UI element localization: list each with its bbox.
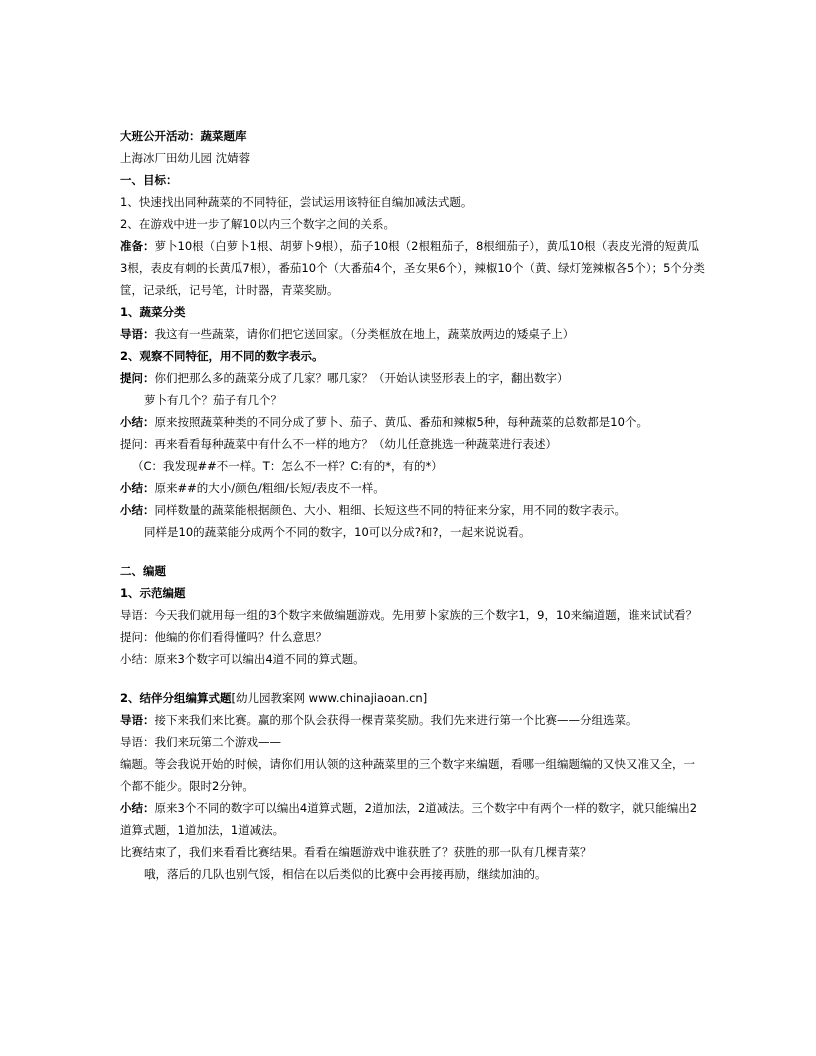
question-text: 你们把那么多的蔬菜分成了几家？哪几家？（开始认读竖形表上的字，翻出数字） [154,371,569,385]
part-2-section-2-intro-2: 导语：我们来玩第二个游戏—— [120,735,281,749]
part-2-section-1-summary: 小结：原来3个数字可以编出4道不同的算式题。 [120,652,365,666]
intro-text: 我这有一些蔬菜，请你们把它送回家。（分类框放在地上，蔬菜放两边的矮桌子上） [154,327,575,341]
source-note: [幼儿园教案网 www.chinajiaoan.cn] [231,691,428,705]
goal-item-2: 2、在游戏中进一步了解10以内三个数字之间的关系。 [120,217,395,231]
part-2-section-2-heading-line [120,687,705,709]
section-2-question-2: 提问：再来看看每种蔬菜中有什么不一样的地方？（幼儿任意挑选一种蔬菜进行表述） [120,437,557,451]
part-2-section-2-heading: 2、结伴分组编算式题 [120,691,232,705]
summary-label: 小结： [120,503,155,517]
document-page [120,125,705,885]
goal-item-1: 1、快速找出同种蔬菜的不同特征，尝试运用该特征自编加减法式题。 [120,195,473,209]
preparation-label: 准备： [120,239,155,253]
part-2-section-1-heading: 1、示范编题 [120,586,186,600]
section-2-summary-followup: 同样是10的蔬菜能分成两个不同的数字，10可以分成?和?，一起来说说看。 [144,525,531,539]
summary-label: 小结： [120,801,155,815]
part-2-section-2-ending-followup: 哦，落后的几队也别气馁，相信在以后类似的比赛中会再接再励，继续加油的。 [144,867,547,881]
part-2-heading: 二、编题 [120,564,166,578]
summary-text: 同样数量的蔬菜能根据颜色、大小、粗细、长短这些不同的特征来分家，用不同的数字表示。 [154,503,626,517]
section-1-heading: 1、蔬菜分类 [120,305,186,319]
section-2-heading: 2、观察不同特征，用不同的数字表示。 [120,349,324,363]
summary-label: 小结： [120,415,155,429]
part-2-section-2-summary [120,797,705,841]
question-label: 提问： [120,371,155,385]
preparation-paragraph [120,235,705,301]
summary-text: 原来##的大小/颜色/粗细/长短/表皮不一样。 [154,481,385,495]
section-2-dialog: （C：我发现##不一样。T：怎么不一样？C:有的*，有的*） [132,459,443,473]
intro-label: 导语： [120,327,155,341]
part-2-section-2-task: 编题。等会我说开始的时候，请你们用认领的这种蔬菜里的三个数字来编题，看哪一组编题编的又快又准又全，一个都不能少。限时2分钟。 [120,757,695,793]
spacer [120,543,705,560]
part-2-section-1-intro: 导语：今天我们就用每一组的3个数字来做编题游戏。先用萝卜家族的三个数字1，9，10来编道题，谁来试试看？ [120,608,698,622]
part-2-section-2-intro [120,709,705,731]
spacer [120,670,705,687]
summary-text: 原来3个不同的数字可以编出4道算式题，2道加法，2道减法。三个数字中有两个一样的数字，就只能编出2道算式题，1道加法，1道减法。 [120,801,698,837]
intro-text: 接下来我们来比赛。赢的那个队会获得一棵青菜奖励。我们先来进行第一个比赛——分组选菜。 [154,713,638,727]
goal-heading: 一、目标： [120,173,178,187]
section-2-summary-1 [120,411,705,433]
document-title: 大班公开活动：蔬菜题库 [120,129,247,143]
author-line: 上海冰厂田幼儿园 沈婧蓉 [120,151,251,165]
section-2-summary-3 [120,499,705,521]
section-2-question-followup: 萝卜有几个？茄子有几个？ [144,393,282,407]
section-2-summary-2 [120,477,705,499]
summary-label: 小结： [120,481,155,495]
summary-text: 原来按照蔬菜种类的不同分成了萝卜、茄子、黄瓜、番茄和辣椒5种，每种蔬菜的总数都是10个。 [154,415,648,429]
preparation-text: 萝卜10根（白萝卜1根、胡萝卜9根），茄子10根（2根粗茄子，8根细茄子），黄瓜10根（表皮光滑的短黄瓜3根，表皮有刺的长黄瓜7根），番茄10个（大番茄4个，圣女果6个），辣椒10个（黄、绿灯笼辣椒各5个）；5个分类筐，记录纸，记号笔，计时器，青菜奖励。 [120,239,705,297]
section-2-question-1 [120,367,705,389]
part-2-section-2-ending: 比赛结束了，我们来看看比赛结果。看看在编题游戏中谁获胜了？获胜的那一队有几棵青菜？ [120,845,592,859]
section-1-intro [120,323,705,345]
intro-label: 导语： [120,713,155,727]
part-2-section-1-question: 提问：他编的你们看得懂吗？什么意思？ [120,630,327,644]
